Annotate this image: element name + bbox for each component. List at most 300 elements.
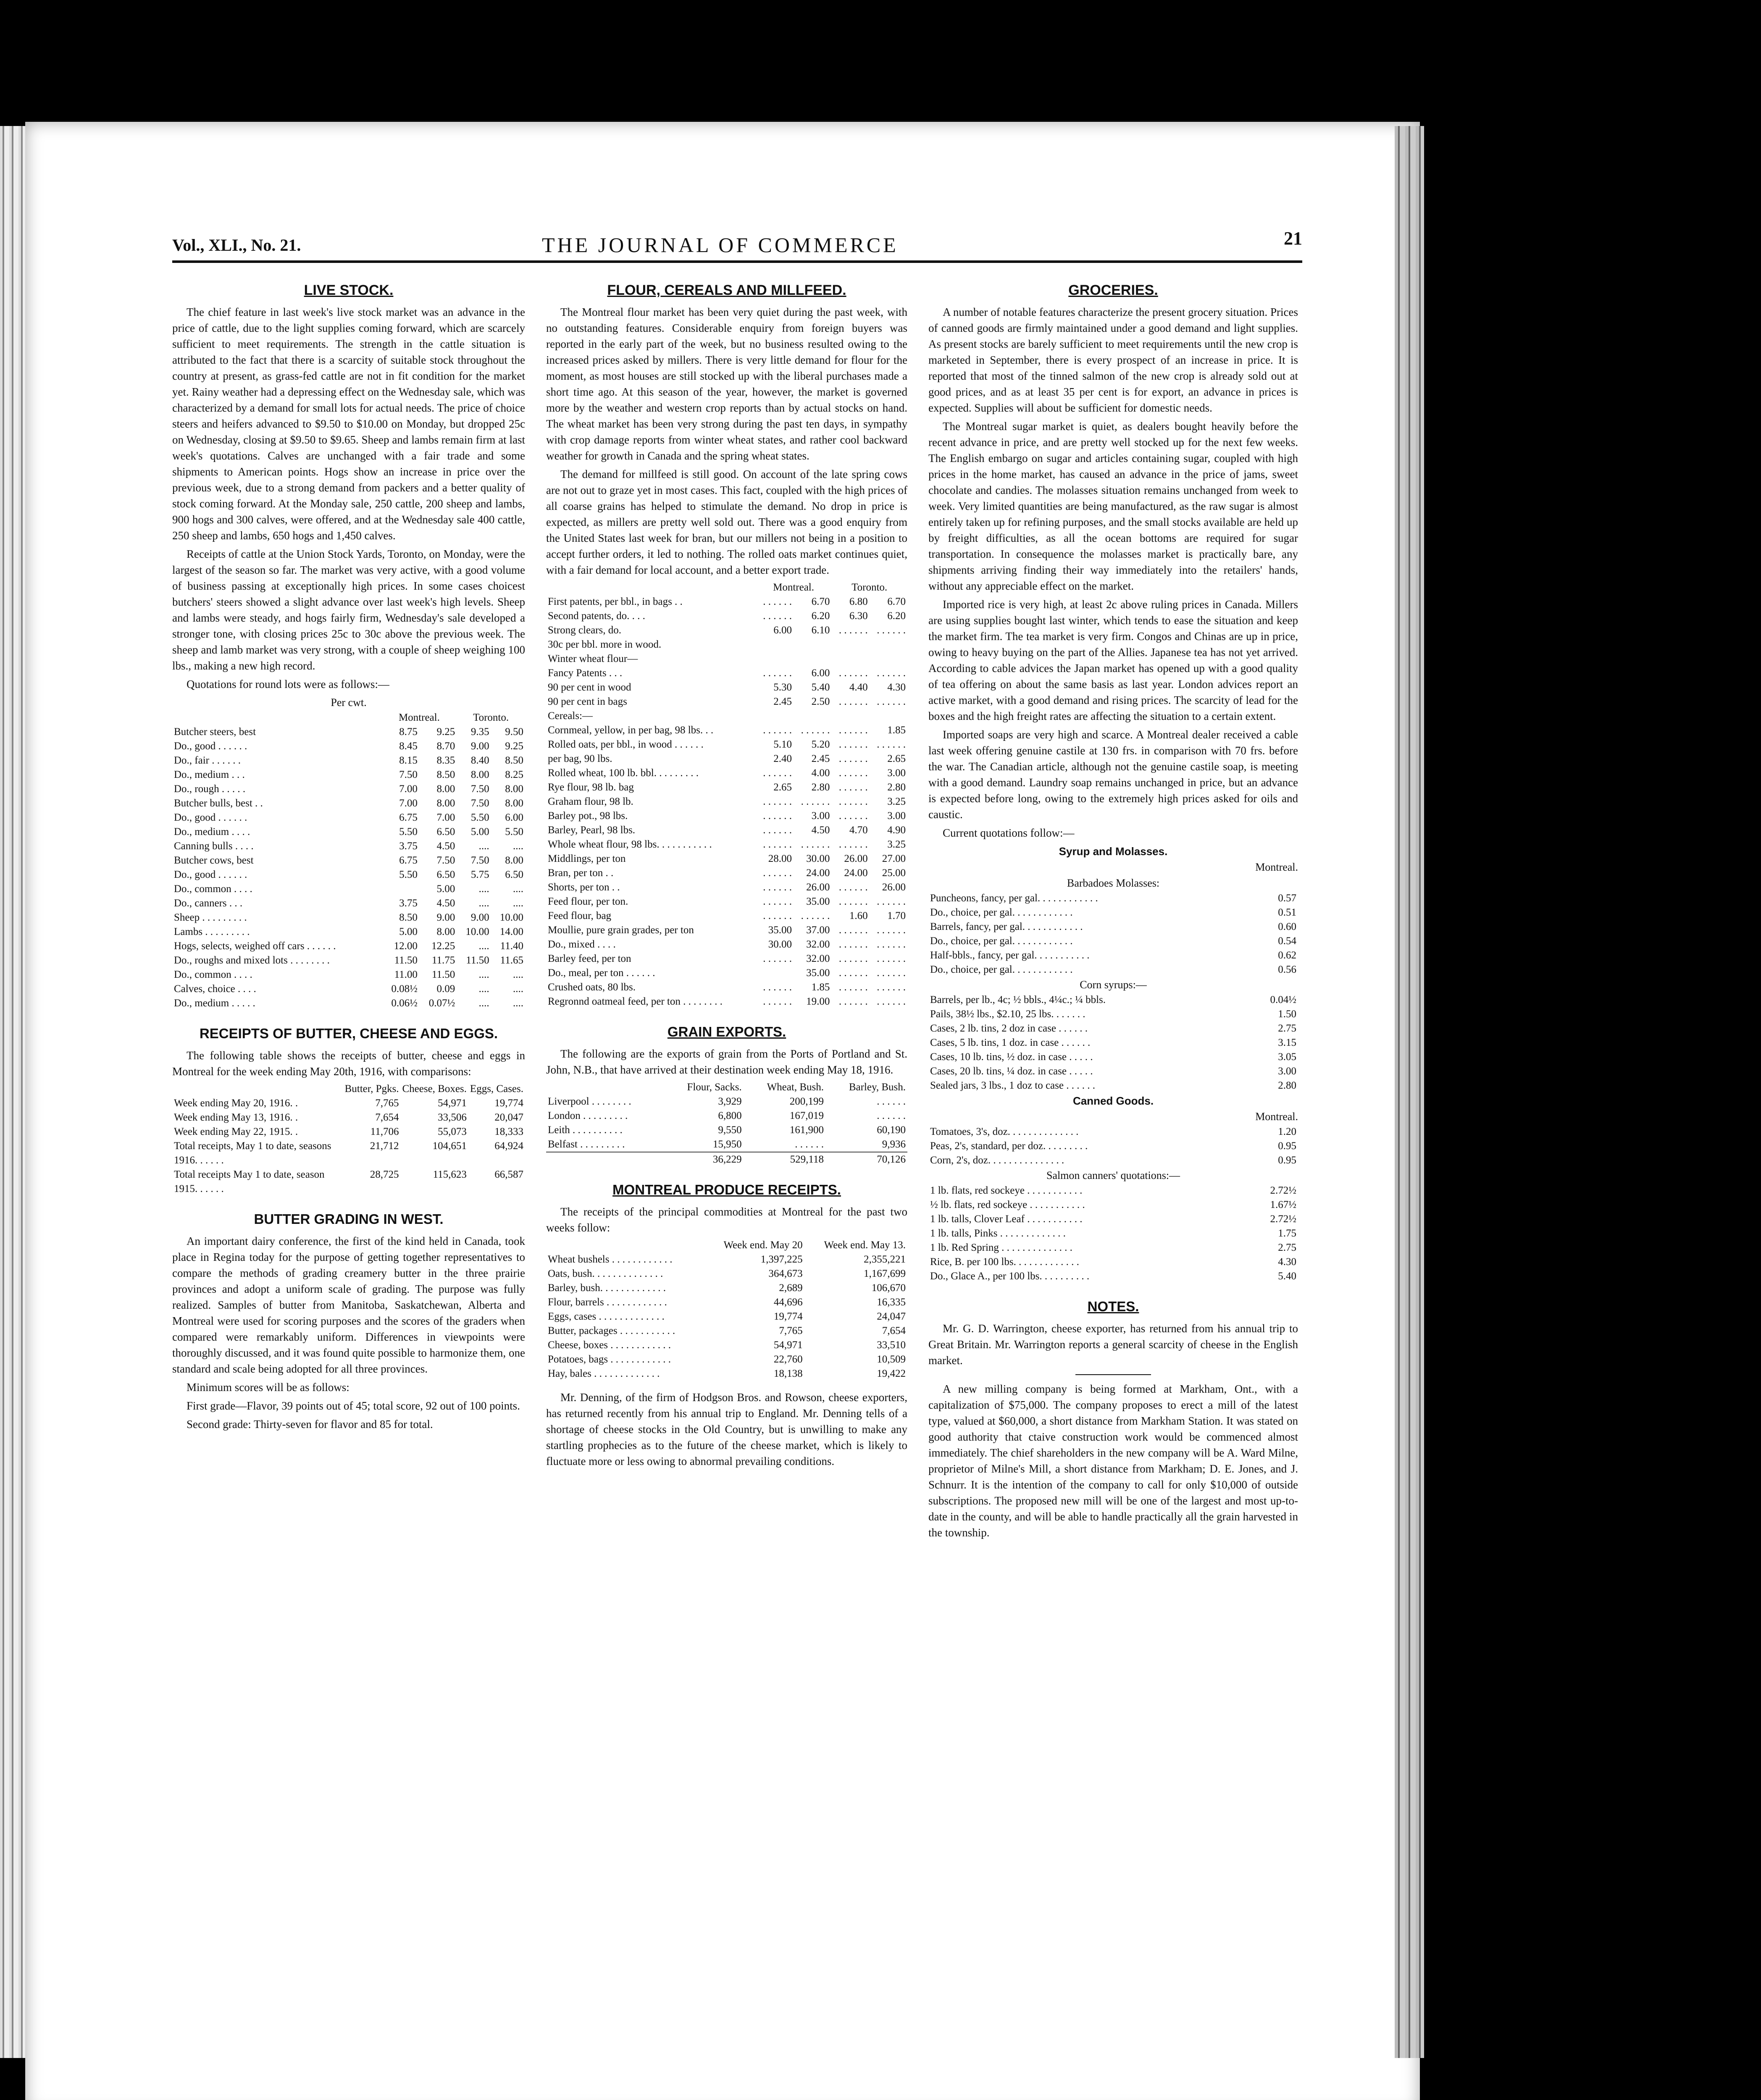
canned-subheading: Canned Goods. — [1072, 1095, 1154, 1107]
row-value: . . . . . . — [838, 767, 868, 779]
table-row — [546, 952, 907, 966]
table-row — [172, 811, 525, 825]
row-label: Cases, 2 lb. tins, 2 doz in case . . . . . . — [930, 1023, 1088, 1034]
row-label: per bag, 90 lbs. — [548, 753, 612, 764]
row-value: 3.00 — [1278, 1066, 1296, 1077]
row-value: 5.20 — [811, 739, 830, 750]
row-value: . . . . . . — [801, 839, 830, 850]
butter-grading-heading: BUTTER GRADING IN WEST. — [254, 1211, 444, 1227]
row-value: 5.30 — [773, 682, 792, 693]
row-label: Do., fair . . . . . . — [174, 755, 241, 766]
table-row — [172, 882, 525, 896]
produce-intro: The receipts of the principal commodities at Montreal for the past two weeks follow: — [546, 1205, 907, 1234]
row-value: 0.62 — [1278, 950, 1296, 961]
row-value: 5.75 — [470, 869, 489, 880]
row-value: 1.85 — [811, 982, 830, 993]
row-label: Hogs, selects, weighed off cars . . . . . . — [174, 940, 336, 952]
row-value: . . . . . . — [763, 667, 792, 679]
table-row — [928, 1007, 1298, 1021]
row-value: 12.25 — [431, 940, 455, 952]
row-value: 9.00 — [470, 740, 489, 752]
row-value: .... — [478, 998, 489, 1009]
row-value: . . . . . . — [877, 625, 906, 636]
table-row — [546, 795, 907, 809]
flour-paragraph-1: The Montreal flour market has been very quiet during the past week, with no outstanding features. Considerable enquiry from foreign buyers was reported in the early part of the week, but no business resulted owing to the increased prices asked by millers. There is very little demand for flour for the moment, as most houses are still stocked up with the liberal purchases made a short time ago. At this season of the year, however, the market is governed more by the weather and western crop reports than by actual stocks on hand. The wheat market has been very strong during the past ten days, in sympathy with crop damage reports from winter wheat states, and rather cool backward weather for growth in Canada and the spring wheat states. — [546, 306, 907, 462]
butter-receipts-heading: RECEIPTS OF BUTTER, CHEESE AND EGGS. — [199, 1026, 498, 1041]
table-row — [172, 753, 525, 768]
row-label: 1 lb. flats, red sockeye . . . . . . . . . . . — [930, 1185, 1083, 1196]
row-value: 8.00 — [505, 783, 523, 795]
table-row — [928, 1198, 1298, 1212]
row-value: 11.50 — [431, 969, 455, 980]
row-value: 60,190 — [877, 1124, 906, 1136]
row-value: 167,019 — [789, 1110, 824, 1121]
masthead-title: THE JOURNAL OF COMMERCE — [542, 233, 899, 257]
table-row — [928, 1241, 1298, 1255]
row-value: . . . . . . — [838, 810, 868, 822]
row-value: 1.20 — [1278, 1126, 1296, 1137]
table-row — [172, 725, 525, 739]
row-value: 2.40 — [773, 753, 792, 764]
table-row — [172, 768, 525, 782]
row-value: 5.00 — [436, 883, 455, 895]
table-row — [546, 1095, 907, 1109]
notes-paragraph-1: Mr. G. D. Warrington, cheese exporter, has returned from his annual trip to Great Britain. Mr. Warrington reports a general scarcity of cheese in the English market. — [928, 1322, 1298, 1367]
row-value — [870, 652, 907, 666]
table-row — [928, 1079, 1298, 1093]
row-value: 8.00 — [436, 798, 455, 809]
col-montreal: Montreal. — [773, 582, 814, 593]
row-value: 9,936 — [882, 1139, 906, 1150]
row-label: Peas, 2's, standard, per doz. . . . . . . . . — [930, 1140, 1088, 1152]
row-label: Do., medium . . . . . — [174, 998, 255, 1009]
row-value: 9,550 — [718, 1124, 742, 1136]
table-row — [546, 852, 907, 866]
row-label: Cornmeal, yellow, in per bag, 98 lbs. . . — [548, 724, 714, 736]
row-label: 90 per cent in wood — [548, 682, 631, 693]
row-value: 6.70 — [887, 596, 906, 607]
row-value: 16,335 — [877, 1297, 906, 1308]
row-value — [831, 709, 869, 723]
table-row — [928, 1184, 1298, 1198]
table-row — [546, 709, 907, 723]
row-value: 8.00 — [470, 769, 489, 780]
table-row — [928, 1226, 1298, 1241]
row-value: 3.00 — [887, 767, 906, 779]
row-value: 70,126 — [825, 1152, 907, 1167]
row-value: 7.50 — [436, 855, 455, 866]
row-value: 18,333 — [494, 1126, 523, 1137]
row-label: Whole wheat flour, 98 lbs. . . . . . . . . . . — [548, 839, 712, 850]
row-value: 0.08½ — [391, 983, 418, 995]
row-value: . . . . . . — [763, 610, 792, 622]
row-value — [382, 882, 419, 896]
salmon-label: Salmon canners' quotations:— — [1046, 1169, 1180, 1181]
row-label: Do., good . . . . . . — [174, 812, 247, 823]
row-value: 64,924 — [494, 1140, 523, 1152]
table-row — [546, 809, 907, 823]
col-montreal: Montreal. — [1255, 861, 1298, 873]
table-row — [928, 1064, 1298, 1079]
table-row — [172, 996, 525, 1011]
row-value: . . . . . . — [763, 810, 792, 822]
row-label: Canning bulls . . . . — [174, 840, 254, 852]
row-label: Hay, bales . . . . . . . . . . . . . — [548, 1368, 660, 1379]
row-value: 19,422 — [877, 1368, 906, 1379]
row-value: 4.90 — [887, 824, 906, 836]
row-value: 4.30 — [887, 682, 906, 693]
row-value: 7,654 — [882, 1325, 906, 1336]
row-label: Fancy Patents . . . — [548, 667, 623, 679]
table-row — [172, 839, 525, 853]
row-value: . . . . . . — [763, 982, 792, 993]
row-value: 4.30 — [1278, 1256, 1296, 1268]
row-value: . . . . . . — [838, 839, 868, 850]
groceries-paragraph-1: A number of notable features characterize the present grocery situation. Prices of canned goods are firmly maintained under a good demand and light supplies. As present stocks are barely sufficient to meet requirements until the new crop is marketed in September, there is every prospect of an increase in price. It is reported that most of the tinned salmon of the new crop is already sold out at good prices, and as at least 35 per cent is for export, an advance in prices is expected. Supplies will about be sufficient for domestic needs. — [928, 306, 1298, 414]
row-label: Butcher steers, best — [174, 726, 256, 738]
row-value: 7.50 — [470, 783, 489, 795]
row-value: 7.00 — [399, 798, 418, 809]
table-row — [172, 1139, 525, 1168]
table-row — [546, 780, 907, 795]
groceries-paragraph-4: Imported soaps are very high and scarce. A Montreal dealer received a cable last week offering genuine castile at 130 frs. in comparison with 70 frs. before the war. The Canadian article, although not the genuine castile soap, is meeting with a good demand. Laundry soap remains unchanged in price, but an advance is expected before long, owing to the extremely high prices asked for oils and caustic. — [928, 728, 1298, 821]
row-value: .... — [478, 983, 489, 995]
row-value: 26.00 — [806, 882, 830, 893]
row-value: 19,774 — [773, 1311, 803, 1322]
row-value: . . . . . . — [838, 882, 868, 893]
table-row — [546, 1338, 907, 1352]
row-value: 8.40 — [470, 755, 489, 766]
row-value: .... — [478, 940, 489, 952]
row-value: 4.50 — [811, 824, 830, 836]
table-row — [172, 982, 525, 996]
butter-grading-paragraph-3: First grade—Flavor, 39 points out of 45; total score, 92 out of 100 points. — [187, 1399, 520, 1412]
row-label: Week ending May 20, 1916. . — [174, 1097, 298, 1109]
row-value: 4.70 — [849, 824, 868, 836]
row-value: 8.00 — [505, 855, 523, 866]
row-label: Do., medium . . . . — [174, 826, 250, 837]
row-value: 9.50 — [505, 726, 523, 738]
row-value: 104,651 — [432, 1140, 467, 1152]
table-row — [546, 866, 907, 880]
row-value: 54,971 — [438, 1097, 467, 1109]
row-value: 2.72½ — [1270, 1213, 1296, 1225]
row-label: 1 lb. talls, Clover Leaf . . . . . . . . . . . — [930, 1213, 1083, 1225]
volume-number: Vol., XLI., No. 21. — [172, 236, 301, 255]
table-row — [546, 666, 907, 680]
row-value: . . . . . . — [877, 1096, 906, 1107]
row-value: . . . . . . — [763, 882, 792, 893]
row-value: 5.10 — [773, 739, 792, 750]
row-value: 24.00 — [844, 867, 868, 879]
row-value: 8.00 — [505, 798, 523, 809]
row-value: 2.45 — [811, 753, 830, 764]
col-week-may-20: Week end. May 20 — [723, 1239, 803, 1251]
row-value: 6.50 — [436, 826, 455, 837]
live-stock-table — [172, 711, 525, 1011]
row-value: . . . . . . — [838, 967, 868, 979]
row-label: Barley, bush. . . . . . . . . . . . . — [548, 1282, 666, 1294]
canned-table — [928, 1125, 1298, 1168]
row-value: . . . . . . — [801, 910, 830, 921]
row-label: London . . . . . . . . . — [548, 1110, 628, 1121]
row-label: Lambs . . . . . . . . . — [174, 926, 250, 937]
table-row — [546, 1367, 907, 1381]
row-value: 8.25 — [505, 769, 523, 780]
row-label: Wheat bushels . . . . . . . . . . . . — [548, 1254, 673, 1265]
row-value: . . . . . . — [763, 867, 792, 879]
row-label: Sealed jars, 3 lbs., 1 doz to case . . . . . . — [930, 1080, 1095, 1091]
row-label: Total receipts, May 1 to date, seasons 1916. . . . . . — [174, 1140, 331, 1166]
row-value: 11.00 — [394, 969, 418, 980]
row-value: 19,774 — [494, 1097, 523, 1109]
row-label: Calves, choice . . . . — [174, 983, 256, 995]
row-value: 1.60 — [849, 910, 868, 921]
table-row — [546, 695, 907, 709]
row-value: 6,800 — [718, 1110, 742, 1121]
row-value: 35.00 — [806, 896, 830, 907]
table-row — [172, 968, 525, 982]
row-value: . . . . . . — [877, 696, 906, 707]
row-value: 10,509 — [877, 1354, 906, 1365]
row-value: 0.56 — [1278, 964, 1296, 975]
row-value: 24,047 — [877, 1311, 906, 1322]
table-row — [546, 1137, 907, 1152]
row-value: 2,355,221 — [864, 1254, 906, 1265]
row-label: Butcher cows, best — [174, 855, 254, 866]
row-value: 6.75 — [399, 812, 418, 823]
row-value: 32.00 — [806, 953, 830, 964]
row-label: Half-bbls., fancy, per gal. . . . . . . . . . . — [930, 950, 1090, 961]
notes-separator — [1075, 1374, 1151, 1375]
table-row — [546, 880, 907, 895]
row-label: Do., common . . . . — [174, 969, 252, 980]
row-value: 6.10 — [811, 625, 830, 636]
row-value: 18,138 — [773, 1368, 803, 1379]
table-row — [172, 1096, 525, 1110]
syrups-table — [928, 993, 1298, 1093]
produce-heading: MONTREAL PRODUCE RECEIPTS. — [612, 1182, 841, 1197]
row-value — [831, 638, 869, 652]
row-value: 4.50 — [436, 840, 455, 852]
row-value: 8.50 — [505, 755, 523, 766]
row-value: 21,712 — [370, 1140, 399, 1152]
row-value: 14.00 — [499, 926, 523, 937]
row-value: 1.75 — [1278, 1228, 1296, 1239]
table-row — [546, 1324, 907, 1338]
row-label: Barrels, per lb., 4c; ½ bbls., 4¼c.; ¼ bbls. — [930, 994, 1106, 1005]
row-value: 3.15 — [1278, 1037, 1296, 1048]
row-value: . . . . . . — [763, 724, 792, 736]
row-label: Do., choice, per gal. . . . . . . . . . . . — [930, 964, 1073, 975]
row-label: Do., common . . . . — [174, 883, 252, 895]
row-value: . . . . . . — [838, 696, 868, 707]
row-value: 2.75 — [1278, 1023, 1296, 1034]
row-value: 22,760 — [773, 1354, 803, 1365]
row-value: 27.00 — [882, 853, 906, 864]
row-value: 161,900 — [789, 1124, 824, 1136]
row-value: 33,506 — [438, 1112, 467, 1123]
row-value: 11.50 — [466, 955, 489, 966]
table-row — [546, 623, 907, 638]
row-value: .... — [513, 840, 523, 852]
row-value: 36,229 — [664, 1152, 743, 1167]
groceries-quote-intro: Current quotations follow:— — [943, 827, 1075, 839]
row-value: 3.00 — [887, 810, 906, 822]
row-value: 6.00 — [773, 625, 792, 636]
row-label: Eggs, cases . . . . . . . . . . . . . — [548, 1311, 665, 1322]
table-row — [172, 825, 525, 839]
row-value: . . . . . . — [838, 996, 868, 1007]
column-3 — [928, 277, 1298, 1543]
col-cheese: Cheese, Boxes. — [402, 1083, 467, 1095]
row-value: 11,706 — [370, 1126, 399, 1137]
row-label: Barrels, fancy, per gal. . . . . . . . . . . . — [930, 921, 1083, 932]
table-row — [546, 895, 907, 909]
row-value: 8.35 — [436, 755, 455, 766]
row-value: 8.45 — [399, 740, 418, 752]
groceries-heading: GROCERIES. — [1068, 282, 1158, 298]
row-label: Barley pot., 98 lbs. — [548, 810, 628, 822]
row-value: . . . . . . — [838, 896, 868, 907]
row-label: Crushed oats, 80 lbs. — [548, 982, 636, 993]
barbadoes-label: Barbadoes Molasses: — [1067, 877, 1160, 889]
row-value: .... — [513, 998, 523, 1009]
row-value: . . . . . . — [877, 1110, 906, 1121]
butter-grading-paragraph-2: Minimum scores will be as follows: — [187, 1381, 350, 1394]
table-row — [928, 1036, 1298, 1050]
row-value: 8.70 — [436, 740, 455, 752]
row-value: 2.65 — [887, 753, 906, 764]
table-row — [928, 920, 1298, 934]
row-value: 0.51 — [1278, 907, 1296, 918]
row-value: 7.50 — [399, 769, 418, 780]
row-value: 3,929 — [718, 1096, 742, 1107]
row-value: . . . . . . — [838, 953, 868, 964]
table-row — [546, 923, 907, 937]
table-row — [546, 1295, 907, 1310]
table-row — [546, 595, 907, 609]
row-label: Week ending May 13, 1916. . — [174, 1112, 298, 1123]
row-label: Cases, 5 lb. tins, 1 doz. in case . . . . . . — [930, 1037, 1091, 1048]
row-value: 28.00 — [768, 853, 792, 864]
row-value: 6.50 — [505, 869, 523, 880]
table-row — [928, 1212, 1298, 1226]
table-row — [546, 652, 907, 666]
row-value: 2.50 — [811, 696, 830, 707]
row-value: 2,689 — [779, 1282, 803, 1294]
row-label: Barley feed, per ton — [548, 953, 631, 964]
row-value: 6.00 — [811, 667, 830, 679]
row-value: 11.50 — [394, 955, 418, 966]
row-label: Potatoes, bags . . . . . . . . . . . . — [548, 1354, 671, 1365]
row-value: . . . . . . — [877, 996, 906, 1007]
row-value: 5.00 — [470, 826, 489, 837]
butter-receipts-table — [172, 1082, 525, 1196]
header-rule — [172, 260, 1302, 263]
row-value: 9.35 — [470, 726, 489, 738]
row-value: 10.00 — [499, 912, 523, 923]
produce-paragraph-1: Mr. Denning, of the firm of Hodgson Bros. and Rowson, cheese exporters, has returned recently from his annual trip to England. Mr. Denning tells of a shortage of cheese stocks in the Old Country, but is unwilling to make any startling prophecies as to the future of the cheese market, which is likely to fluctuate more or less owing to abnormal prevailing conditions. — [546, 1391, 907, 1467]
row-value: 364,673 — [768, 1268, 803, 1279]
row-label: 1 lb. Red Spring . . . . . . . . . . . . . . — [930, 1242, 1072, 1253]
table-row — [172, 925, 525, 939]
row-value: 15,950 — [712, 1139, 742, 1150]
page-header — [172, 228, 1302, 260]
row-label: Butcher bulls, best . . — [174, 798, 263, 809]
col-montreal: Montreal. — [398, 712, 440, 723]
row-label: Liverpool . . . . . . . . — [548, 1096, 631, 1107]
row-value: 7.50 — [470, 798, 489, 809]
row-label: Leith . . . . . . . . . . — [548, 1124, 623, 1136]
row-label: Cheese, boxes . . . . . . . . . . . . — [548, 1339, 671, 1351]
row-label: Total receipts May 1 to date, season 1915. . . . . . — [174, 1169, 325, 1194]
row-value: 33,510 — [877, 1339, 906, 1351]
page-number: 21 — [1284, 228, 1302, 249]
row-value: 0.95 — [1278, 1155, 1296, 1166]
row-value: 9.00 — [436, 912, 455, 923]
row-value: .... — [513, 883, 523, 895]
live-stock-paragraph-1: The chief feature in last week's live stock market was an advance in the price of cattle, due to the light supplies coming forward, which are scarcely sufficient to meet requirements. The strength in the cattle situation is attributed to the fact that there is a scarcity of suitable stock throughout the country at present, as grass-fed cattle are not in fit condition for the market yet. Rainy weather had a depressing effect on the Wednesday sale, which was characterized by a demand for small lots for actual needs. The price of choice steers and heifers advanced to $9.50 to $10.00 on Monday, but dropped 25c on Wednesday, closing at $9.50 to $9.65. Sheep and lambs remain firm at last week's quotations. Calves are unchanged with a fair trade and some shipments to American points. Hogs show an increase in price over the previous week, due to a strong demand from packers and a better quality of stock coming forward. At the Monday sale, 250 cattle, 200 sheep and lambs, 900 hogs and 300 calves, were offered, and at the Wednesday sale 400 cattle, 250 sheep and lambs, 650 hogs and 1,450 calves. — [172, 306, 525, 542]
table-row — [546, 638, 907, 652]
row-label: Do., good . . . . . . — [174, 740, 247, 752]
row-value: 6.50 — [436, 869, 455, 880]
table-row — [546, 766, 907, 780]
row-value: 6.70 — [811, 596, 830, 607]
page-edge-right — [1395, 126, 1424, 2058]
row-value: 2.75 — [1278, 1242, 1296, 1253]
col-barley: Barley, Bush. — [849, 1082, 906, 1093]
col-toronto: Toronto. — [852, 582, 888, 593]
table-row — [172, 868, 525, 882]
column-1 — [172, 277, 525, 1435]
row-value: . . . . . . — [838, 739, 868, 750]
row-value: . . . . . . — [838, 924, 868, 936]
row-value: . . . . . . — [877, 667, 906, 679]
row-label: Cases, 10 lb. tins, ½ doz. in case . . . . . — [930, 1051, 1093, 1063]
row-value: 1,397,225 — [760, 1254, 803, 1265]
table-row — [546, 823, 907, 837]
row-value: 3.75 — [399, 898, 418, 909]
col-wheat: Wheat, Bush. — [767, 1082, 824, 1093]
row-value: .... — [478, 898, 489, 909]
table-row — [928, 1125, 1298, 1139]
column-2 — [546, 277, 907, 1472]
row-label: Puncheons, fancy, per gal. . . . . . . . . . . . — [930, 892, 1098, 904]
row-value: 28,725 — [370, 1169, 399, 1180]
row-label: Corn, 2's, doz. . . . . . . . . . . . . . . — [930, 1155, 1064, 1166]
table-row — [928, 948, 1298, 963]
row-value: .... — [513, 983, 523, 995]
row-value: 8.00 — [436, 926, 455, 937]
row-label: Strong clears, do. — [548, 625, 621, 636]
row-value — [794, 638, 831, 652]
row-value: 9.00 — [470, 912, 489, 923]
row-value: 2.80 — [1278, 1080, 1296, 1091]
row-value: 1.70 — [887, 910, 906, 921]
row-label — [546, 1152, 664, 1167]
row-value: 6.30 — [849, 610, 868, 622]
row-label: Week ending May 22, 1915. . — [174, 1126, 298, 1137]
row-label: Shorts, per ton . . — [548, 882, 620, 893]
row-value: 12.00 — [394, 940, 418, 952]
row-value — [756, 709, 794, 723]
row-value — [756, 638, 794, 652]
row-value: . . . . . . — [763, 896, 792, 907]
molasses-table — [928, 891, 1298, 977]
col-toronto: Toronto. — [473, 712, 509, 723]
row-value: 55,073 — [438, 1126, 467, 1137]
